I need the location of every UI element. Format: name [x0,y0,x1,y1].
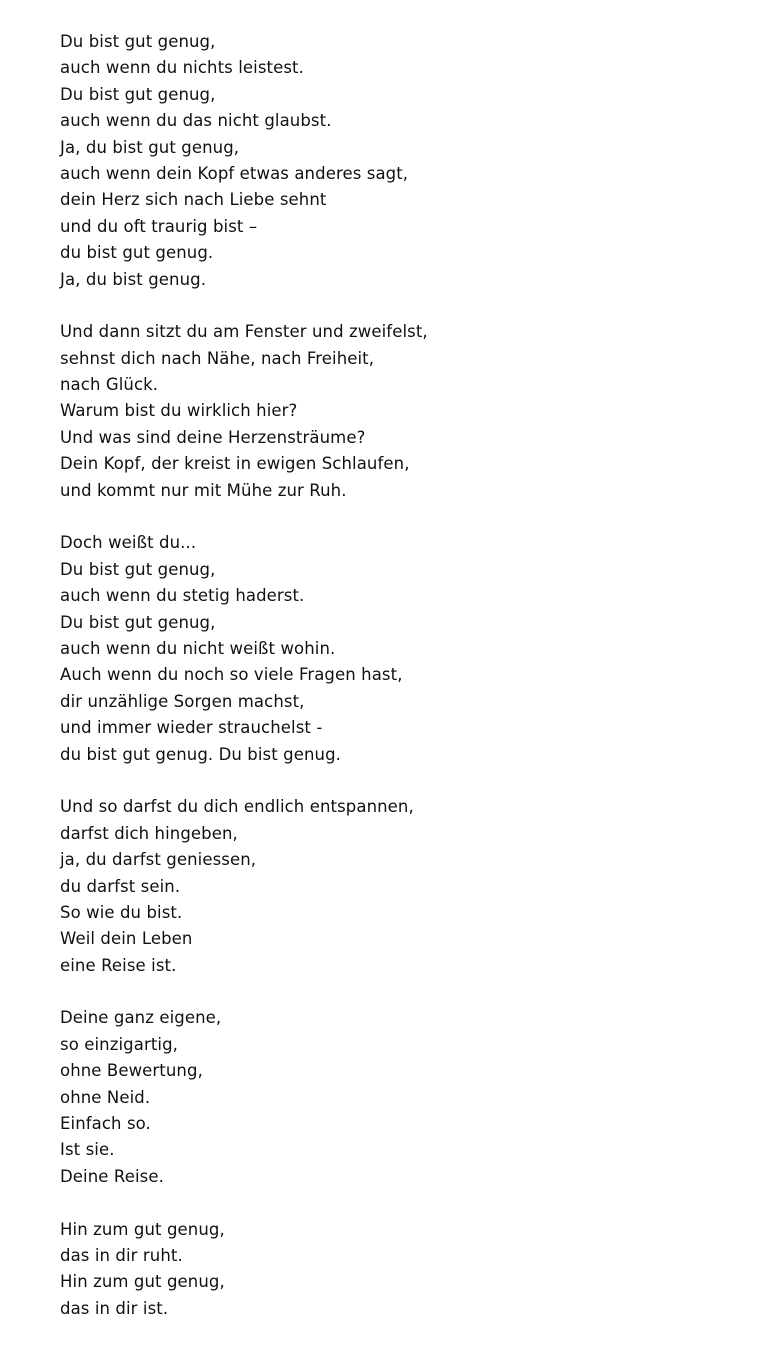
stanza-3 [60,530,428,768]
poem-line: So wie du bist. [60,902,183,922]
poem-line: nach Glück. [60,375,159,395]
poem-line: Hin zum gut genug, [60,1272,225,1292]
poem-line: auch wenn du nicht weißt wohin. [60,638,336,658]
poem-line: darfst dich hingeben, [60,823,238,843]
poem-line: so einzigartig, [60,1034,179,1054]
poem-line: auch wenn du das nicht glaubst. [60,111,332,131]
poem-line: ohne Neid. [60,1087,151,1107]
poem-line: Du bist gut genug, [60,559,216,579]
poem-line: Dein Kopf, der kreist in ewigen Schlaufen, [60,454,410,474]
poem-line: Und was sind deine Herzensträume? [60,427,366,447]
poem-line: auch wenn dein Kopf etwas anderes sagt, [60,163,409,183]
poem-line: Deine Reise. [60,1166,164,1186]
poem-line: das in dir ruht. [60,1245,183,1265]
stanza-4 [60,794,428,979]
poem-line: und immer wieder strauchelst - [60,718,323,738]
poem-line: Du bist gut genug, [60,32,216,51]
poem-line: Du bist gut genug, [60,612,216,632]
poem-line: Auch wenn du noch so viele Fragen hast, [60,665,403,685]
poem-line: Ja, du bist gut genug, [60,137,240,157]
poem-line: Einfach so. [60,1114,151,1134]
stanza-1 [60,29,428,293]
poem-line: du bist gut genug. Du bist genug. [60,744,342,764]
poem-line: Doch weißt du... [60,533,197,553]
poem-line: und du oft traurig bist – [60,216,258,236]
poem-line: das in dir ist. [60,1298,169,1318]
poem-line: Und so darfst du dich endlich entspannen, [60,797,414,817]
poem-line: Warum bist du wirklich hier? [60,401,298,421]
poem-line: auch wenn du stetig haderst. [60,586,305,606]
poem-line: Und dann sitzt du am Fenster und zweifelst, [60,322,428,342]
stanza-5 [60,1005,428,1190]
poem-line: Du bist gut genug, [60,84,216,104]
poem-line: sehnst dich nach Nähe, nach Freiheit, [60,348,375,368]
poem-line: Weil dein Leben [60,929,193,949]
poem-line: Ja, du bist genug. [60,269,207,289]
poem-line: Ist sie. [60,1140,115,1160]
poem-line: eine Reise ist. [60,955,177,975]
poem-line: Deine ganz eigene, [60,1008,222,1028]
stanza-2 [60,319,428,504]
poem-line: du darfst sein. [60,876,181,896]
poem-line: ja, du darfst geniessen, [60,850,257,870]
poem-line: auch wenn du nichts leistest. [60,58,304,78]
poem-line: ohne Bewertung, [60,1061,203,1081]
poem-line: dir unzählige Sorgen machst, [60,691,305,711]
poem-line: dein Herz sich nach Liebe sehnt [60,190,327,210]
poem-text [60,29,428,1322]
poem-line: und kommt nur mit Mühe zur Ruh. [60,480,347,500]
poem-line: Hin zum gut genug, [60,1219,225,1239]
poem-line: du bist gut genug. [60,243,214,263]
stanza-6 [60,1217,428,1323]
